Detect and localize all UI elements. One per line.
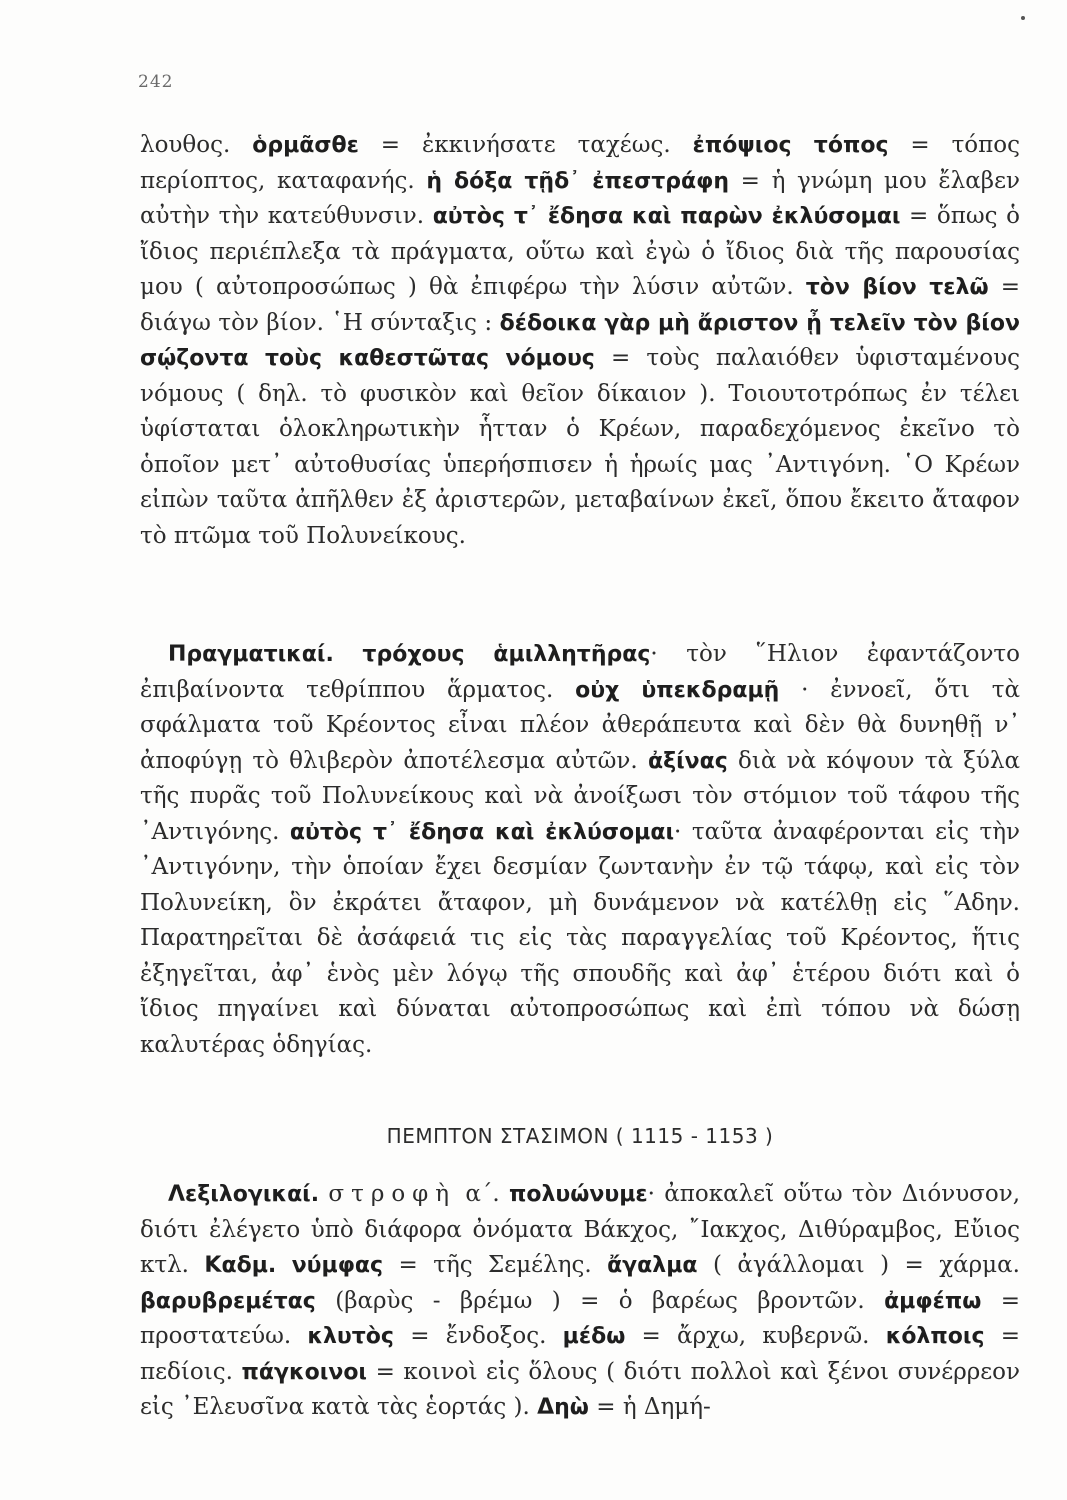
text-run: = τοὺς παλαιόθεν ὑφισταμένους νόμους ( δηλ. τὸ φυσικὸν καὶ θεῖον δίκαιον ). Τοιουτοτρόπως ἐν τέλει ὑφίσταται ὁλοκληρωτικὴν ἧτταν ὁ Κρέων, παραδεχόμενος ἐκεῖνο τὸ ὁποῖον μετ᾽ αὐτοθυσίας ὑπερήσπισεν ἡ ἡρωίς μας ᾿Αντιγόνη. ῾Ο Κρέων εἰπὼν ταῦτα ἀπῆλθεν ἐξ ἀριστερῶν, μεταβαίνων ἐκεῖ, ὅπου ἔκειτο ἄταφον τὸ πτῶμα τοῦ Πολυνείκους. <box>140 345 1020 549</box>
commentary-paragraph-1 <box>140 128 1020 554</box>
lemma: ὁρμᾶσθε <box>252 133 359 158</box>
text-run <box>276 1252 291 1278</box>
lemma: δέδοικα γὰρ μὴ ἄριστον ᾖ τελεῖν τὸν βίον σῴζοντα τοὺς καθεστῶτας νόμους <box>140 310 1020 371</box>
text-run: = ἡ Δημή- <box>588 1394 711 1420</box>
scan-speck <box>1021 16 1025 20</box>
text-run: = ἔνδοξος. <box>393 1323 563 1349</box>
text-run: = ἐκκινήσατε ταχέως. <box>358 132 693 158</box>
lemma: ἡ δόξα τῇδ᾽ ἐπεστράφη <box>426 168 730 194</box>
text-run: (βαρὺς - βρέμω ) = ὁ βαρέως βροντῶν. <box>315 1287 885 1314</box>
text-run: · τὸν ῞Ηλιον ἐφαντάζοντο ἐπιβαίνοντα τεθρίππου ἅρματος. <box>140 641 1021 703</box>
spaced-text: στροφὴ <box>328 1181 457 1207</box>
lemma: κλυτὸς <box>307 1324 394 1349</box>
text-run: = τόπος περίοπτος, καταφανής. <box>140 132 1020 194</box>
section-label: Λεξιλογικαί. <box>168 1182 320 1207</box>
text-run: = ἄρχω, κυβερνῶ. <box>625 1323 886 1349</box>
text-run: = κοινοὶ εἰς ὅλους ( διότι πολλοὶ καὶ ξένοι συνέρρεον εἰς ᾿Ελευσῖνα κατὰ τὰς ἑορτάς ). <box>140 1358 1020 1420</box>
lemma: νύμφας <box>291 1253 384 1278</box>
lemma: τὸν βίον τελῶ <box>805 275 989 300</box>
lemma: ἄγαλμα <box>607 1253 698 1278</box>
text-run: · ἐννοεῖ, ὅτι τὰ σφάλματα τοῦ Κρέοντος εἶναι πλέον ἀθεράπευτα καὶ δὲν θὰ δυνηθῇ ν᾽ ἀποφύγῃ τὸ θλιβερὸν ἀποτέλεσμα αὐτῶν. <box>140 676 1020 774</box>
lemma: ἀμφέπω <box>884 1288 982 1314</box>
section-heading: ΠΕΜΠΤΟΝ ΣΤΑΣΙΜΟΝ ( 1115 - 1153 ) <box>386 1124 774 1148</box>
lemma: κόλποις <box>885 1324 985 1349</box>
commentary-paragraph-2 <box>140 637 1020 1063</box>
lemma: πάγκοινοι <box>241 1359 368 1385</box>
text-run: · ἀποκαλεῖ οὕτω τὸν Διόνυσον, διότι ἐλέγετο ὑπὸ διάφορα ὀνόματα Βάκχος, ῎Ιακχος, Διθύραμβος, Εὔιος κτλ. <box>140 1181 1021 1278</box>
text-run: · ταῦτα ἀναφέρονται εἰς τὴν ᾿Αντιγόνην, τὴν ὁποίαν ἔχει δεσμίαν ζωντανὴν ἐν τῷ τάφῳ, καὶ εἰς τὸν Πολυνείκη, ὃν ἐκράτει ἄταφον, μὴ δυνάμενον νὰ κατέλθῃ εἰς ῞Αδην. Παρατηρεῖται δὲ ἀσάφειά τις εἰς τὰς παραγγελίας τοῦ Κρέοντος, ἥτις ἐξηγεῖται, ἀφ᾽ ἑνὸς μὲν λόγῳ τῆς σπουδῆς καὶ ἀφ᾽ ἑτέρου διότι καὶ ὁ ἴδιος πηγαίνει καὶ δύναται αὐτοπροσώπως καὶ ἐπὶ τόπου νὰ δώσῃ καλυτέρας ὁδηγίας. <box>140 818 1020 1058</box>
section-label: Πραγματικαί. <box>168 642 334 667</box>
text-run: διὰ νὰ κόψουν τὰ ξύλα τῆς πυρᾶς τοῦ Πολυνείκους καὶ νὰ ἀνοίξωσι τὸν στόμιον τοῦ τάφου τῆς ᾿Αντιγόνης. <box>140 747 1020 845</box>
lemma: βαρυβρεμέτας <box>140 1288 316 1314</box>
lemma: τρόχους ἁμιλλητῆρας <box>362 642 651 667</box>
text-run <box>334 641 363 667</box>
text-run: α΄. <box>456 1181 509 1207</box>
text-run <box>319 1181 328 1207</box>
text-run: = ἡ γνώμη μου ἔλαβεν αὐτὴν τὴν κατεύθυνσιν. <box>140 167 1020 229</box>
commentary-paragraph-3 <box>140 1177 1020 1426</box>
lemma: ἐπόψιος τόπος <box>692 133 889 158</box>
lemma: πολυώνυμε <box>508 1182 648 1207</box>
text-run: = διάγω τὸν βίον. ῾Η σύνταξις : <box>140 274 1020 336</box>
lemma: αὐτὸς τ᾽ ἔδησα καὶ παρὼν ἐκλύσομαι <box>432 204 901 229</box>
lemma: αὐτὸς τ᾽ ἔδησα καὶ ἐκλύσομαι <box>289 819 675 845</box>
text-run: = ὅπως ὁ ἴδιος περιέπλεξα τὰ πράγματα, οὕτω καὶ ἐγὼ ὁ ἴδιος διὰ τῆς παρουσίας μου ( αὐτοπροσώπως ) θὰ ἐπιφέρω τὴν λύσιν αὐτῶν. <box>140 203 1020 300</box>
text-run: λουθος. <box>140 132 253 158</box>
lemma: μέδω <box>562 1324 626 1349</box>
lemma: οὐχ ὑπεκδραμῇ <box>575 677 780 703</box>
text-run: = προστατεύω. <box>140 1287 1020 1349</box>
text-run: = τῆς Σεμέλης. <box>383 1252 608 1278</box>
lemma: Καδμ. <box>204 1253 277 1278</box>
text-run: ( ἀγάλλομαι ) = χάρμα. <box>697 1252 1020 1278</box>
lemma: Δηὼ <box>537 1395 589 1420</box>
page-number: 242 <box>138 72 174 92</box>
lemma: ἀξίνας <box>647 748 728 774</box>
text-run: = πεδίοις. <box>140 1323 1020 1385</box>
